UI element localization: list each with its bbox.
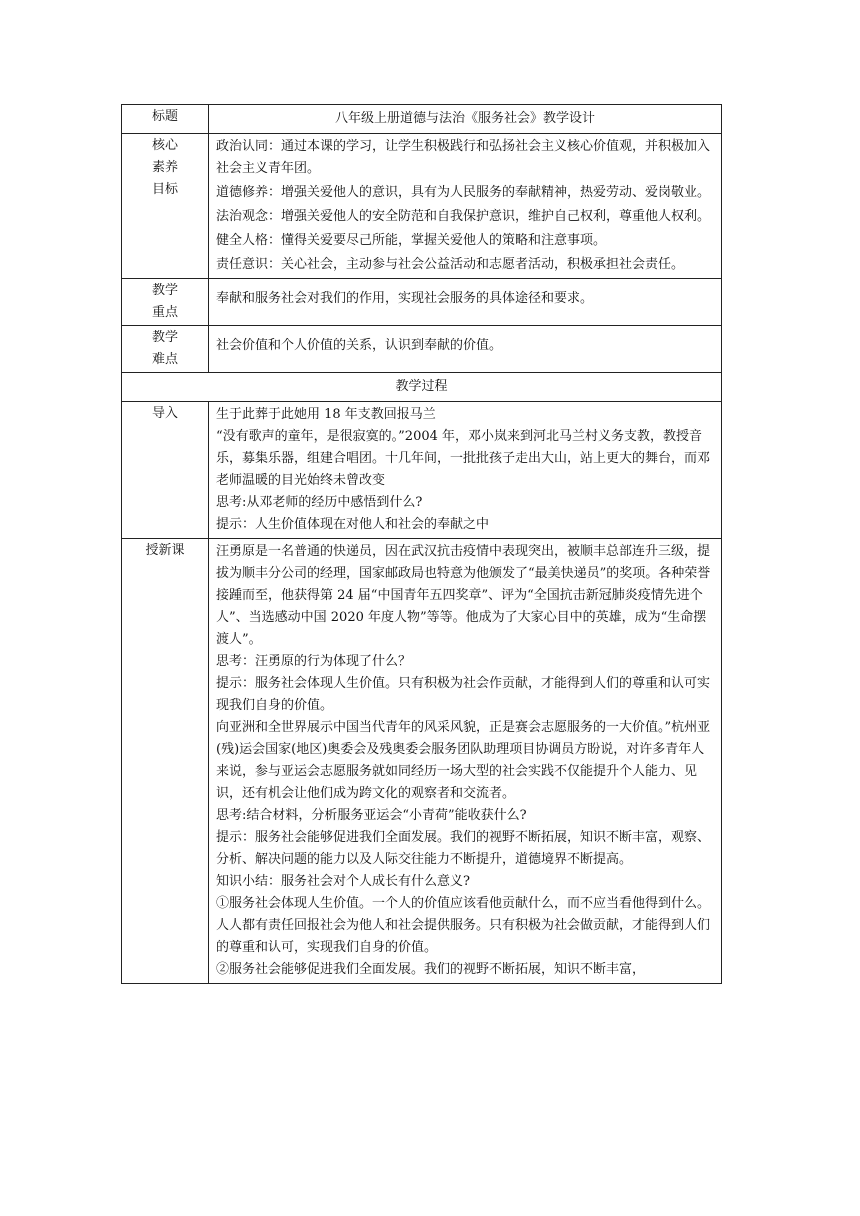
- lesson-line: 知识小结：服务社会对个人成长有什么意义?: [216, 874, 470, 889]
- difficult-points-label: [122, 326, 209, 373]
- lesson-plan-table: [121, 104, 722, 984]
- title-label: 标题: [122, 105, 209, 134]
- core-goals-label: [122, 134, 209, 279]
- key-points-text: 奉献和服务社会对我们的作用，实现社会服务的具体途径和要求。: [209, 279, 722, 326]
- intro-row: [122, 402, 722, 539]
- new-lesson-label: 授新课: [122, 539, 209, 984]
- key-points-label-line: 重点: [151, 305, 178, 320]
- goal-paragraph: 责任意识：关心社会，主动参与社会公益活动和志愿者活动，积极承担社会责任。: [216, 257, 685, 272]
- core-goals-content: [209, 134, 722, 279]
- new-lesson-row: [122, 539, 722, 984]
- lesson-line: 思考：汪勇原的行为体现了什么？: [216, 654, 412, 669]
- intro-line: 思考:从邓老师的经历中感悟到什么?: [216, 495, 423, 510]
- lesson-line: 提示：服务社会体现人生价值。只有积极为社会作贡献，才能得到人们的尊重和认可实现我们自身的价值。: [216, 676, 711, 713]
- key-points-label: [122, 279, 209, 326]
- key-points-row: [122, 279, 722, 326]
- difficult-points-text: 社会价值和个人价值的关系，认识到奉献的价值。: [209, 326, 722, 373]
- core-goals-row: [122, 134, 722, 279]
- goal-paragraph: 法治观念：增强关爱他人的安全防范和自我保护意识，维护自己权利，尊重他人权利。: [216, 209, 711, 224]
- intro-line: 提示：人生价值体现在对他人和社会的奉献之中: [216, 517, 490, 532]
- intro-line: 生于此葬于此她用 18 年支教回报马兰: [216, 407, 436, 422]
- goal-paragraph: 健全人格：懂得关爱要尽己所能，掌握关爱他人的策略和注意事项。: [216, 233, 607, 248]
- title-row: [122, 105, 722, 134]
- difficult-points-row: [122, 326, 722, 373]
- intro-label: 导入: [122, 402, 209, 539]
- core-goals-label-line: 素养: [151, 160, 178, 175]
- core-goals-label-line: 目标: [151, 182, 178, 197]
- lesson-line: ②服务社会能够促进我们全面发展。我们的视野不断拓展，知识不断丰富，: [216, 962, 646, 977]
- key-points-label-line: 教学: [151, 283, 178, 298]
- lesson-line: 提示：服务社会能够促进我们全面发展。我们的视野不断拓展，知识不断丰富，观察、分析、解决问题的能力以及人际交往能力不断提升，道德境界不断提高。: [216, 830, 711, 867]
- lesson-line: 汪勇原是一名普通的快递员，因在武汉抗击疫情中表现突出，被顺丰总部连升三级，提拔为顺丰分公司的经理，国家邮政局也特意为他颁发了“最美快递员”的奖项。各种荣誉接踵而至，他获得第 24 届“中国青年五四奖章”、评为“全国抗击新冠肺炎疫情先进个人”、当选感动中国 2020 年度人物”等等。他成为了大家心目中的英雄，成为“生命摆渡人”。: [216, 544, 711, 647]
- difficult-points-label-line: 难点: [151, 352, 178, 367]
- intro-line: “没有歌声的童年，是很寂寞的。”2004 年，邓小岚来到河北马兰村义务支教，教授音乐，募集乐器，组建合唱团。十几年间，一批批孩子走出大山，站上更大的舞台，而邓老师温暖的目光始终未曾改变: [216, 429, 711, 488]
- goal-paragraph: 政治认同：通过本课的学习，让学生积极践行和弘扬社会主义核心价值观，并积极加入社会主义青年团。: [216, 139, 711, 176]
- process-heading-row: [122, 373, 722, 402]
- document-title: 八年级上册道德与法治《服务社会》教学设计: [209, 105, 722, 134]
- lesson-line: 向亚洲和全世界展示中国当代青年的风采风貌，正是赛会志愿服务的一大价值。”杭州亚(残)运会国家(地区)奥委会及残奥委会服务团队助理项目协调员方盼说，对许多青年人来说，参与亚运会志愿服务就如同经历一场大型的社会实践不仅能提升个人能力、见识，还有机会让他们成为跨文化的观察者和交流者。: [216, 720, 711, 801]
- core-goals-label-line: 核心: [151, 138, 178, 153]
- difficult-points-label-line: 教学: [151, 330, 178, 345]
- process-heading: 教学过程: [122, 373, 722, 402]
- lesson-line: ①服务社会体现人生价值。一个人的价值应该看他贡献什么，而不应当看他得到什么。人人都有责任回报社会为他人和社会提供服务。只有积极为社会做贡献，才能得到人们的尊重和认可，实现我们自身的价值。: [216, 896, 711, 955]
- intro-content: [209, 402, 722, 539]
- new-lesson-content: [209, 539, 722, 984]
- goal-paragraph: 道德修养：增强关爱他人的意识，具有为人民服务的奉献精神，热爱劳动、爱岗敬业。: [216, 185, 711, 200]
- lesson-line: 思考:结合材料，分析服务亚运会“小青荷”能收获什么?: [216, 808, 527, 823]
